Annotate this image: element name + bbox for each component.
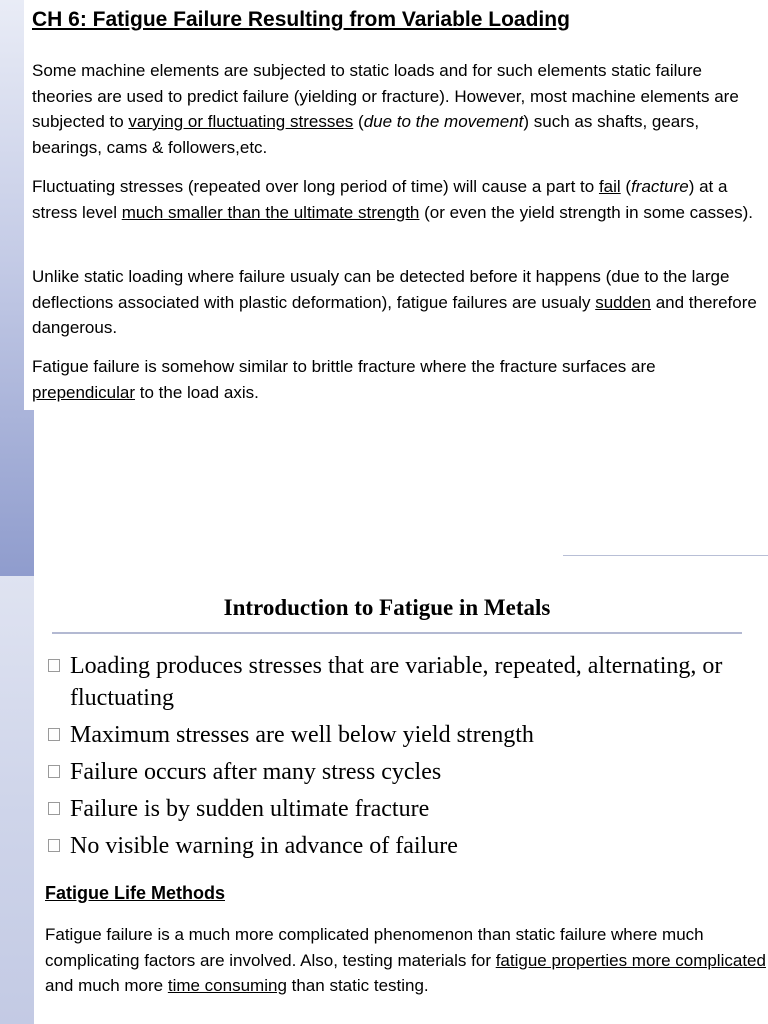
- underlined-text: time consuming: [167, 976, 287, 995]
- text: Some machine elements are subjected to static loads and for such elements static failure theories are used to predict failure (yielding or fracture). However, most machine elements are subjected to: [32, 61, 739, 131]
- slide-title-divider: [52, 632, 742, 634]
- text: Fluctuating stresses (repeated over long period of time) will cause a part to: [32, 177, 599, 196]
- paragraph-fluctuating-stresses: [32, 174, 757, 225]
- bullet-text: No visible warning in advance of failure: [70, 833, 458, 859]
- text: (: [353, 112, 364, 131]
- section-heading-fatigue-life-methods: Fatigue Life Methods: [45, 883, 225, 903]
- text: Fatigue failure is a much more complicated phenomenon than static failure where much complicating factors are involved. Also, testing materials for: [45, 925, 704, 970]
- underlined-text: sudden: [595, 292, 651, 312]
- text: and much more: [45, 976, 168, 995]
- paragraph-static-vs-fluctuating: [32, 58, 757, 160]
- text: (or even the yield strength in some casses).: [419, 202, 753, 222]
- paragraph-fatigue-life-methods: [45, 922, 767, 999]
- list-item: [46, 793, 746, 825]
- text: (: [620, 177, 632, 196]
- text: than static testing.: [286, 976, 429, 995]
- bullet-text: Loading produces stresses that are variable, repeated, alternating, or fluctuating: [70, 653, 723, 711]
- slide-bullet-list: [46, 650, 746, 867]
- chapter-title: CH 6: Fatigue Failure Resulting from Variable Loading: [32, 8, 570, 31]
- text: and therefore dangerous.: [32, 292, 757, 337]
- page-one: [24, 0, 768, 410]
- list-item: [46, 756, 746, 788]
- text: ) such as shafts, gears, bearings, cams & followers,etc.: [32, 112, 700, 157]
- underlined-text: fatigue properties more complicated: [495, 950, 766, 970]
- underlined-text: fail: [598, 177, 621, 196]
- text: Fatigue failure is somehow similar to brittle fracture where the fracture surfaces are: [32, 357, 656, 376]
- paragraph-sudden-failure: [32, 264, 757, 341]
- italic-text: fracture: [631, 177, 689, 196]
- bullet-text: Failure occurs after many stress cycles: [70, 759, 442, 785]
- list-item: [46, 830, 746, 862]
- square-bullet-icon: [48, 765, 60, 778]
- square-bullet-icon: [48, 728, 60, 741]
- left-gradient-bar-bottom: [0, 576, 34, 1024]
- text: to the load axis.: [135, 382, 259, 402]
- underlined-text: varying or fluctuating stresses: [128, 112, 354, 131]
- list-item: [46, 719, 746, 751]
- text: Unlike static loading where failure usualy can be detected before it happens (due to the large deflections associated with plastic deformation), fatigue failures are usualy: [32, 267, 730, 312]
- list-item: [46, 650, 746, 714]
- underlined-text: much smaller than the ultimate strength: [121, 202, 420, 222]
- bullet-text: Maximum stresses are well below yield strength: [70, 722, 534, 748]
- square-bullet-icon: [48, 802, 60, 815]
- square-bullet-icon: [48, 659, 60, 672]
- text: ) at a stress level: [32, 177, 728, 222]
- slide-title: Introduction to Fatigue in Metals: [223, 595, 551, 620]
- page-separator-line: [563, 555, 768, 556]
- underlined-text: prependicular: [32, 382, 136, 402]
- bullet-text: Failure is by sudden ultimate fracture: [70, 796, 430, 822]
- italic-text: due to the movement: [363, 112, 524, 131]
- square-bullet-icon: [48, 839, 60, 852]
- paragraph-brittle-fracture: [32, 354, 757, 405]
